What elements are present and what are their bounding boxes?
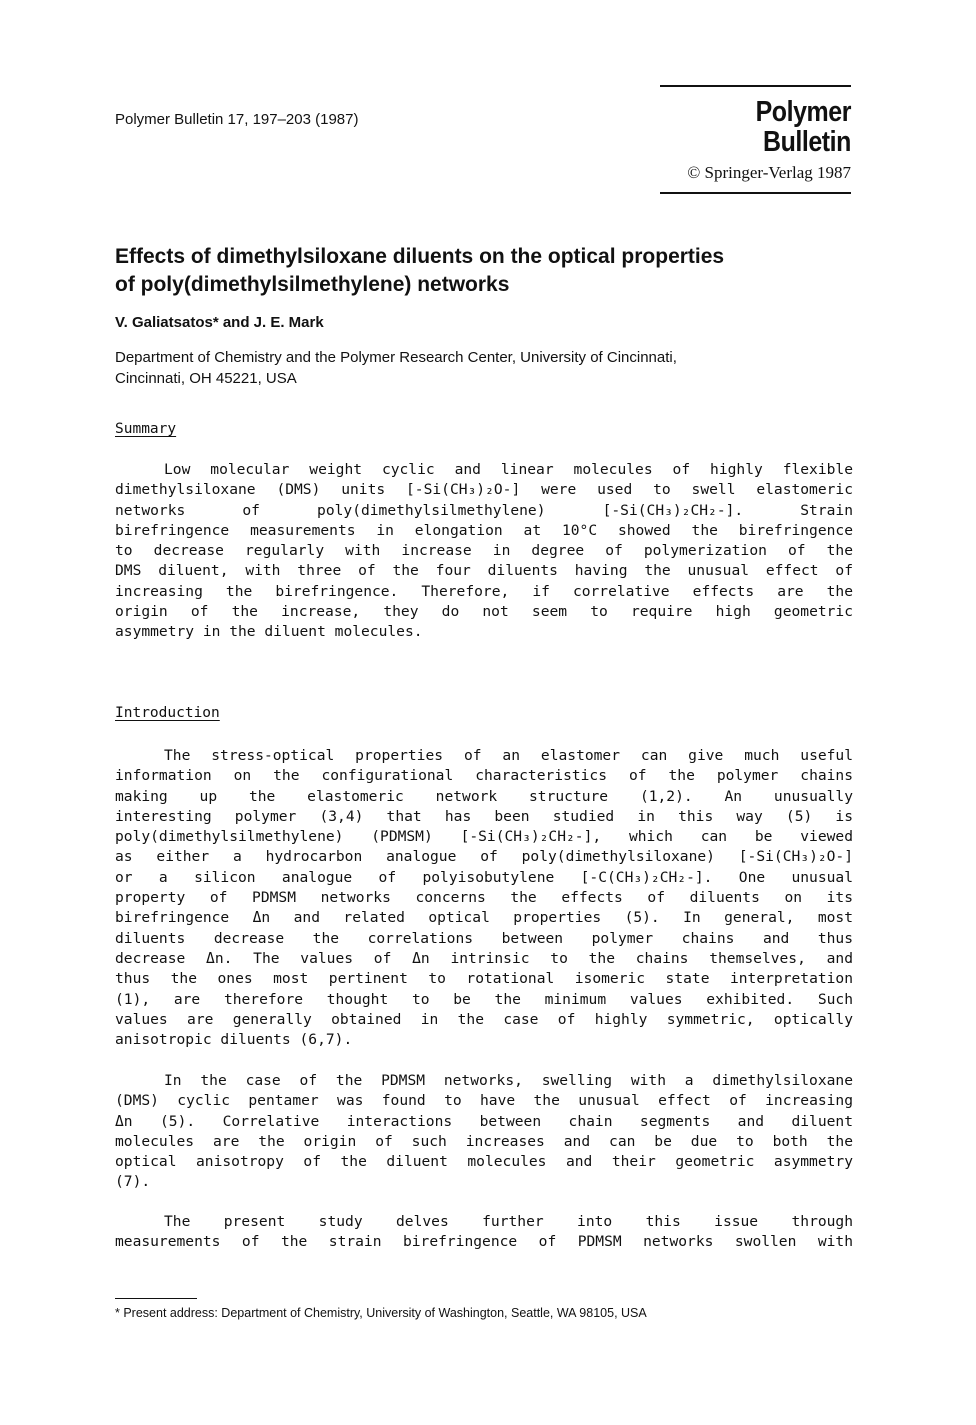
introduction-heading: Introduction	[115, 705, 220, 721]
text-line: (7).	[115, 1173, 151, 1191]
text-line: as either a hydrocarbon analogue of poly(dimethylsiloxane) [-Si(CH₃)₂O-]	[115, 848, 853, 866]
text-line: birefringence Δn and related optical properties (5). In general, most	[115, 909, 853, 927]
text-line: Δn (5). Correlative interactions between chain segments and diluent	[115, 1112, 853, 1130]
text-line: dimethylsiloxane (DMS) units [-Si(CH₃)₂O-] were used to swell elastomeric	[115, 481, 853, 499]
title-line: of poly(dimethylsilmethylene) networks	[115, 273, 510, 296]
affiliation-line: Cincinnati, OH 45221, USA	[115, 370, 297, 387]
journal-name: Polymer Bulletin	[755, 96, 851, 158]
summary-paragraph	[115, 460, 853, 643]
introduction-paragraph	[115, 1071, 853, 1193]
text-line: measurements of the strain birefringence of PDMSM networks swollen with	[115, 1233, 853, 1251]
text-line: birefringence measurements in elongation at 10°C showed the birefringence	[115, 521, 853, 539]
authors: V. Galiatsatos* and J. E. Mark	[115, 314, 324, 331]
title-line: Effects of dimethylsiloxane diluents on the optical properties	[115, 245, 725, 268]
text-line: thus the ones most pertinent to rotational isomeric state interpretation	[115, 970, 853, 988]
paper-title	[115, 243, 855, 299]
text-line: Low molecular weight cyclic and linear molecules of highly flexible	[164, 461, 853, 478]
text-line: DMS diluent, with three of the four diluents having the unusual effect of	[115, 562, 853, 580]
text-line: to decrease regularly with increase in degree of polymerization of the	[115, 542, 853, 560]
text-line: anisotropic diluents (6,7).	[115, 1031, 353, 1049]
text-line: molecules are the origin of such increases and can be due to both the	[115, 1132, 853, 1150]
text-line: diluents decrease the correlations between polymer chains and thus	[115, 929, 853, 947]
text-line: optical anisotropy of the diluent molecules and their geometric asymmetry	[115, 1153, 853, 1171]
text-line: In the case of the PDMSM networks, swelling with a dimethylsiloxane	[164, 1072, 853, 1089]
introduction-paragraph	[115, 1212, 853, 1253]
journal-citation: Polymer Bulletin 17, 197–203 (1987)	[115, 111, 359, 128]
brand-bottom-rule	[660, 192, 851, 194]
affiliation	[115, 347, 677, 389]
footnote-rule	[115, 1298, 197, 1299]
text-line: information on the configurational characteristics of the polymer chains	[115, 767, 853, 785]
brand-top-rule	[660, 85, 851, 87]
text-line: (1), are therefore thought to be the minimum values exhibited. Such	[115, 990, 853, 1008]
summary-heading: Summary	[115, 421, 177, 437]
text-line: The stress-optical properties of an elastomer can give much useful	[164, 747, 853, 764]
text-line: property of PDMSM networks concerns the effects of diluents on its	[115, 889, 853, 907]
journal-brand	[660, 85, 851, 194]
text-line: (DMS) cyclic pentamer was found to have the unusual effect of increasing	[115, 1092, 853, 1110]
text-line: networks of poly(dimethylsilmethylene) [-Si(CH₃)₂CH₂-]. Strain	[115, 501, 853, 519]
text-line: interesting polymer (3,4) that has been studied in this way (5) is	[115, 807, 853, 825]
affiliation-line: Department of Chemistry and the Polymer Research Center, University of Cincinnati,	[115, 349, 677, 366]
text-line: poly(dimethylsilmethylene) (PDMSM) [-Si(CH₃)₂CH₂-], which can be viewed	[115, 828, 853, 846]
text-line: The present study delves further into this issue through	[164, 1213, 853, 1230]
footnote: * Present address: Department of Chemistry, University of Washington, Seattle, WA 98105, USA	[115, 1306, 647, 1320]
text-line: making up the elastomeric network structure (1,2). An unusually	[115, 787, 853, 805]
text-line: or a silicon analogue of polyisobutylene [-C(CH₃)₂CH₂-]. One unusual	[115, 868, 853, 886]
text-line: values are generally obtained in the case of highly symmetric, optically	[115, 1010, 853, 1028]
copyright-line: © Springer-Verlag 1987	[687, 163, 851, 182]
introduction-paragraph	[115, 746, 853, 1050]
text-line: origin of the increase, they do not seem to require high geometric	[115, 603, 853, 621]
text-line: asymmetry in the diluent molecules.	[115, 623, 423, 641]
text-line: decrease Δn. The values of Δn intrinsic to the chains themselves, and	[115, 949, 853, 967]
text-line: increasing the birefringence. Therefore, if correlative effects are the	[115, 582, 853, 600]
